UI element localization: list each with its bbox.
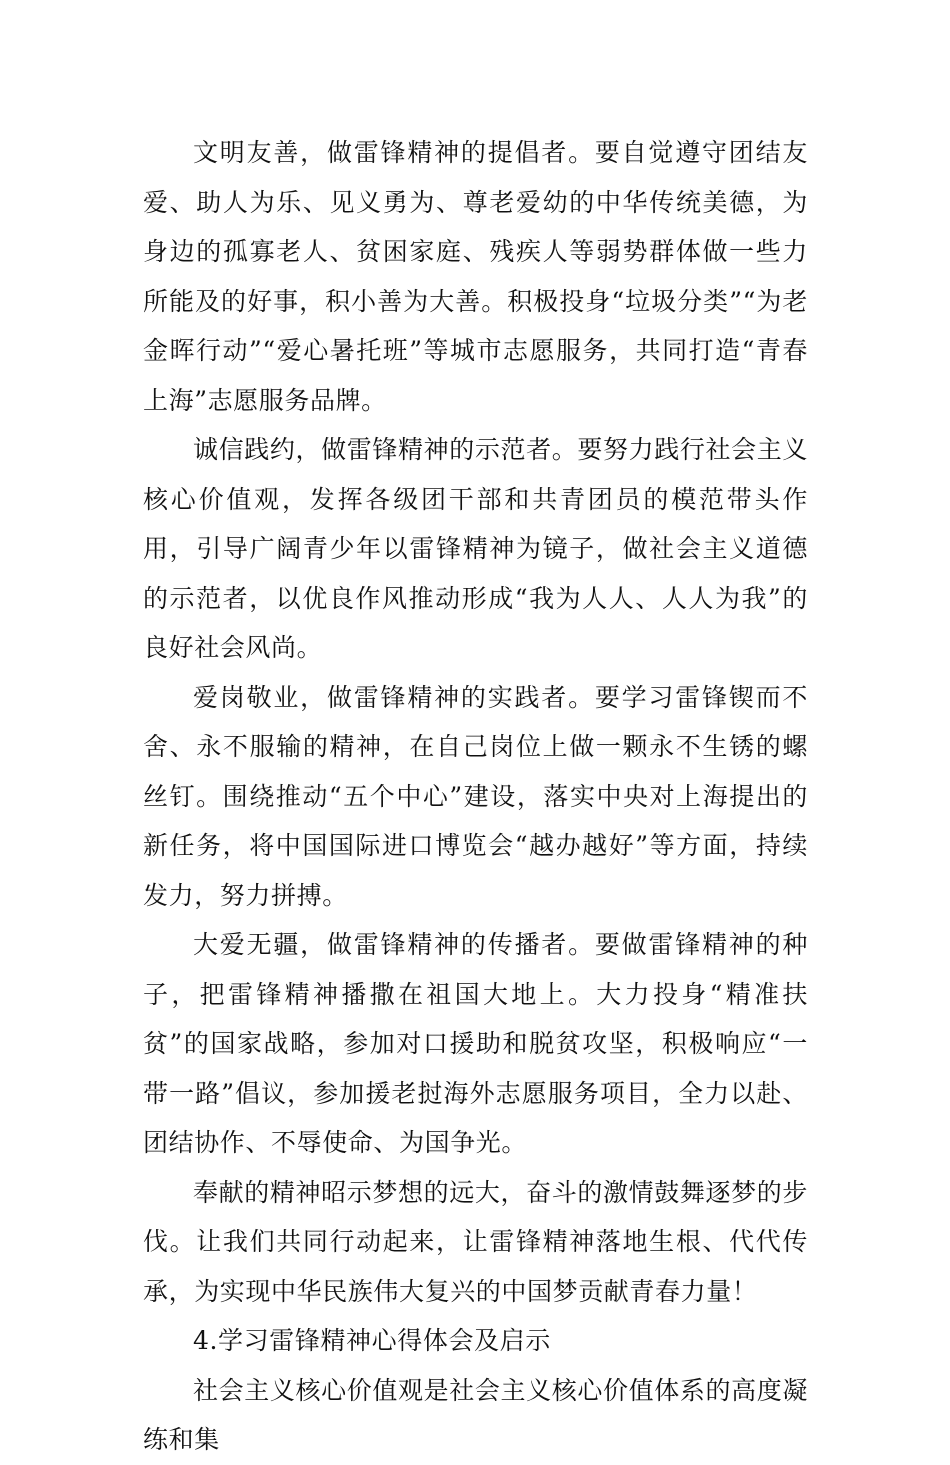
paragraph-integrity: 诚信践约，做雷锋精神的示范者。要努力践行社会主义核心价值观，发挥各级团干部和共青团员的模范带头作用，引导广阔青少年以雷锋精神为镜子，做社会主义道德的示范者，以优良作风推动形成“我为人人、人人为我”的良好社会风尚。 (143, 435, 808, 662)
section-heading: 4.学习雷锋精神心得体会及启示 (193, 1326, 551, 1355)
paragraph-great-love: 大爱无疆，做雷锋精神的传播者。要做雷锋精神的种子，把雷锋精神播撒在祖国大地上。大力投身“精准扶贫”的国家战略，参加对口援助和脱贫攻坚，积极响应“一带一路”倡议，参加援老挝海外志愿服务项目，全力以赴、团结协作、不辱使命、为国争光。 (143, 930, 808, 1157)
paragraph-dedication: 爱岗敬业，做雷锋精神的实践者。要学习雷锋锲而不舍、永不服输的精神，在自己岗位上做一颗永不生锈的螺丝钉。围绕推动“五个中心”建设，落实中央对上海提出的新任务，将中国国际进口博览会“越办越好”等方面，持续发力，努力拼搏。 (143, 682, 808, 910)
paragraph-core-values: 社会主义核心价值观是社会主义核心价值体系的高度凝练和集 (143, 1375, 808, 1454)
document-body (143, 128, 808, 1465)
paragraph-civility: 文明友善，做雷锋精神的提倡者。要自觉遵守团结友爱、助人为乐、见义勇为、尊老爱幼的中华传统美德，为身边的孤寡老人、贫困家庭、残疾人等弱势群体做一些力所能及的好事，积小善为大善。积极投身“垃圾分类”“为老金晖行动”“爱心暑托班”等城市志愿服务，共同打造“青春上海”志愿服务品牌。 (143, 138, 808, 415)
paragraph-conclusion: 奉献的精神昭示梦想的远大，奋斗的激情鼓舞逐梦的步伐。让我们共同行动起来，让雷锋精神落地生根、代代传承，为实现中华民族伟大复兴的中国梦贡献青春力量！ (143, 1177, 808, 1306)
